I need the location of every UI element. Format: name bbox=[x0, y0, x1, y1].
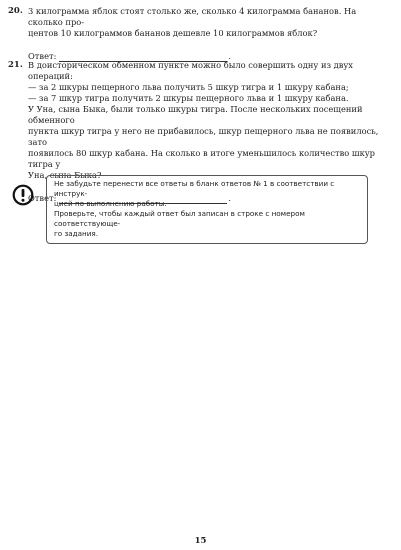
question-text bbox=[28, 60, 393, 181]
question-number: 21. bbox=[8, 60, 23, 70]
notice-line: Проверьте, чтобы каждый ответ был записан в строке с номером соответствующе- bbox=[54, 209, 305, 228]
notice-block bbox=[8, 173, 393, 238]
answer-end-mark: . bbox=[228, 193, 231, 203]
question-line: У Уна, сына Быка, были только шкуры тигра. После нескольких посещений обменного bbox=[28, 104, 363, 125]
question-line: Уна, сына Быка? bbox=[28, 170, 102, 180]
question-line: 3 килограмма яблок стоят столько же, сколько 4 килограмма бананов. На сколько про- bbox=[28, 6, 357, 27]
exclamation-circle-icon bbox=[12, 184, 34, 206]
notice-line: го задания. bbox=[54, 229, 99, 238]
notice-text-box bbox=[46, 175, 368, 244]
question-line: В доисторическом обменном пункте можно было совершить одну из двух операций: bbox=[28, 60, 353, 81]
answer-label: Ответ: bbox=[28, 193, 57, 203]
question-number: 20. bbox=[8, 6, 23, 16]
question-line: — за 7 шкур тигра получить 2 шкуры пещерного льва и 1 шкуру кабана. bbox=[28, 93, 349, 103]
answer-label: Ответ: bbox=[28, 51, 57, 61]
question-line: — за 2 шкуры пещерного льва получить 5 шкур тигра и 1 шкуру кабана; bbox=[28, 82, 349, 92]
question-text bbox=[28, 6, 393, 39]
answer-end-mark: . bbox=[228, 51, 231, 61]
question-line: центов 10 килограммов бананов дешевле 10 килограммов яблок? bbox=[28, 28, 318, 38]
page-number: 15 bbox=[194, 536, 207, 546]
notice-line: цией по выполнению работы. bbox=[54, 199, 167, 208]
question-20 bbox=[8, 6, 393, 62]
notice-line: Не забудьте перенести все ответы в бланк ответов № 1 в соответствии с инструк- bbox=[54, 179, 335, 198]
question-line: появилось 80 шкур кабана. На сколько в итоге уменьшилось количество шкур тигра у bbox=[28, 148, 375, 169]
question-line: пункта шкур тигра у него не прибавилось, шкур пещерного льва не появилось, зато bbox=[28, 126, 379, 147]
